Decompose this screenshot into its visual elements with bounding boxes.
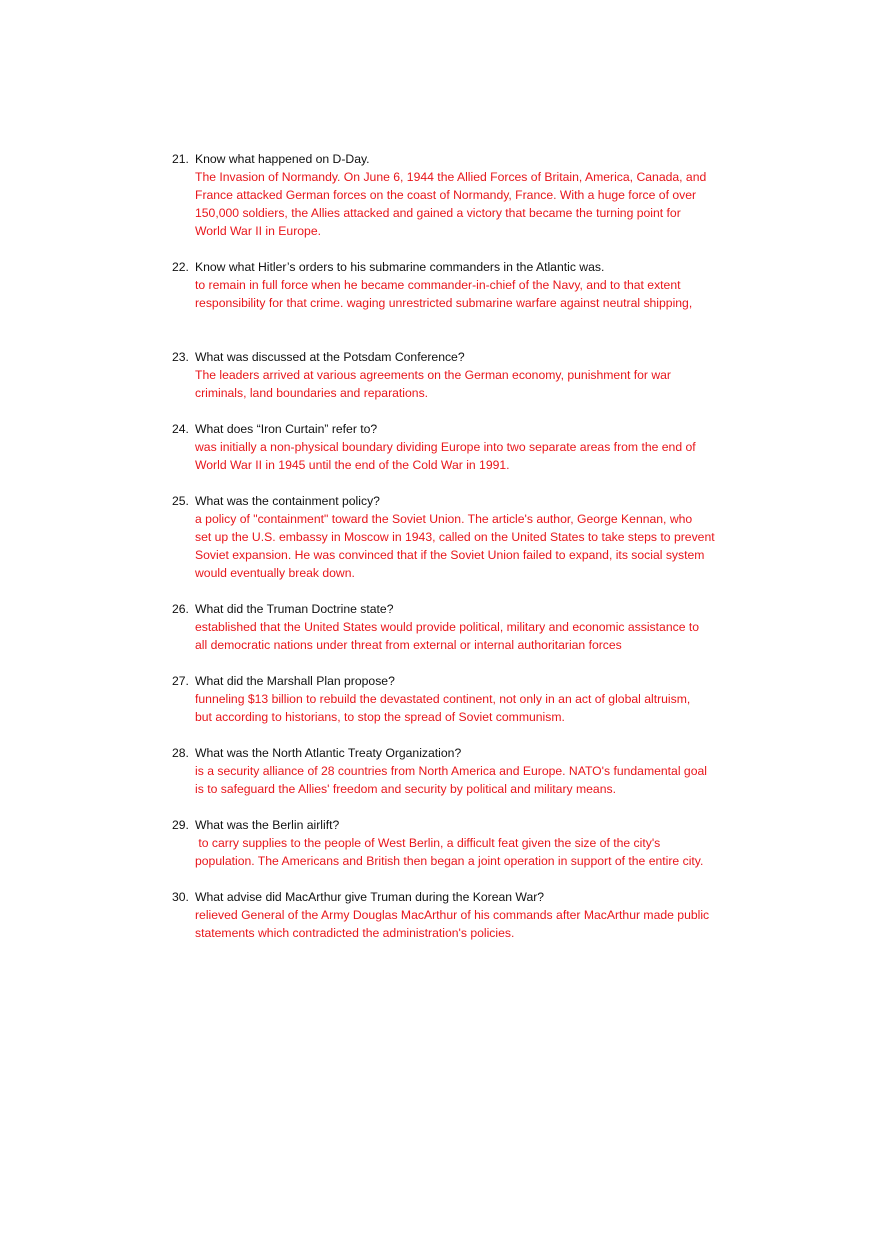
answer-line: established that the United States would provide political, military and economic assistance to bbox=[195, 620, 700, 634]
question-item bbox=[172, 258, 752, 312]
question-number: 24. bbox=[172, 422, 189, 436]
answer-text bbox=[195, 168, 740, 240]
answer-text bbox=[195, 834, 740, 870]
question-item bbox=[172, 150, 752, 240]
question-text: What does “Iron Curtain” refer to? bbox=[195, 422, 378, 436]
question-text: What was the Berlin airlift? bbox=[195, 818, 340, 832]
answer-line: The leaders arrived at various agreements on the German economy, punishment for war bbox=[195, 368, 671, 382]
question-item bbox=[172, 888, 752, 942]
answer-text bbox=[195, 366, 740, 402]
question-text: Know what Hitler’s orders to his submarine commanders in the Atlantic was. bbox=[195, 260, 605, 274]
question-text: What was the containment policy? bbox=[195, 494, 380, 508]
answer-line: statements which contradicted the administration's policies. bbox=[195, 926, 515, 940]
answer-line: World War II in Europe. bbox=[195, 224, 321, 238]
answer-text bbox=[195, 762, 740, 798]
question-text: What was the North Atlantic Treaty Organization? bbox=[195, 746, 462, 760]
question-text: What was discussed at the Potsdam Conference? bbox=[195, 350, 465, 364]
question-number: 25. bbox=[172, 494, 189, 508]
answer-line: The Invasion of Normandy. On June 6, 1944 the Allied Forces of Britain, America, Canada, and bbox=[195, 170, 707, 184]
question-number: 30. bbox=[172, 890, 189, 904]
answer-text bbox=[195, 510, 740, 582]
answer-text bbox=[195, 276, 740, 312]
answer-line: relieved General of the Army Douglas MacArthur of his commands after MacArthur made public bbox=[195, 908, 710, 922]
answer-line: responsibility for that crime. waging unrestricted submarine warfare against neutral shipping, bbox=[195, 296, 693, 310]
question-item bbox=[172, 600, 752, 654]
answer-line: would eventually break down. bbox=[195, 566, 355, 580]
question-number: 22. bbox=[172, 260, 189, 274]
answer-line: set up the U.S. embassy in Moscow in 1943, called on the United States to take steps to prevent bbox=[195, 530, 715, 544]
question-number: 28. bbox=[172, 746, 189, 760]
answer-line: is a security alliance of 28 countries from North America and Europe. NATO's fundamental goal bbox=[195, 764, 707, 778]
question-list bbox=[172, 150, 752, 960]
question-item bbox=[172, 744, 752, 798]
answer-text bbox=[195, 906, 740, 942]
answer-text bbox=[195, 438, 740, 474]
answer-line: population. The Americans and British then began a joint operation in support of the entire city. bbox=[195, 854, 704, 868]
answer-line: is to safeguard the Allies' freedom and security by political and military means. bbox=[195, 782, 616, 796]
question-text: Know what happened on D-Day. bbox=[195, 152, 370, 166]
question-number: 21. bbox=[172, 152, 189, 166]
answer-line: 150,000 soldiers, the Allies attacked and gained a victory that became the turning point for bbox=[195, 206, 681, 220]
question-item bbox=[172, 492, 752, 582]
question-number: 27. bbox=[172, 674, 189, 688]
question-number: 29. bbox=[172, 818, 189, 832]
answer-line: to carry supplies to the people of West Berlin, a difficult feat given the size of the city's bbox=[195, 836, 661, 850]
answer-line: but according to historians, to stop the spread of Soviet communism. bbox=[195, 710, 565, 724]
question-item bbox=[172, 816, 752, 870]
answer-text bbox=[195, 618, 740, 654]
answer-line: to remain in full force when he became commander-in-chief of the Navy, and to that extent bbox=[195, 278, 681, 292]
question-item bbox=[172, 672, 752, 726]
answer-line: criminals, land boundaries and reparations. bbox=[195, 386, 429, 400]
question-number: 26. bbox=[172, 602, 189, 616]
answer-line: France attacked German forces on the coast of Normandy, France. With a huge force of over bbox=[195, 188, 697, 202]
question-number: 23. bbox=[172, 350, 189, 364]
question-item bbox=[172, 420, 752, 474]
answer-line: World War II in 1945 until the end of the Cold War in 1991. bbox=[195, 458, 510, 472]
question-text: What did the Marshall Plan propose? bbox=[195, 674, 395, 688]
question-text: What did the Truman Doctrine state? bbox=[195, 602, 394, 616]
answer-line: was initially a non-physical boundary dividing Europe into two separate areas from the end of bbox=[195, 440, 696, 454]
answer-line: a policy of "containment" toward the Soviet Union. The article's author, George Kennan, who bbox=[195, 512, 693, 526]
question-text: What advise did MacArthur give Truman during the Korean War? bbox=[195, 890, 545, 904]
answer-text bbox=[195, 690, 740, 726]
question-item bbox=[172, 348, 752, 402]
answer-line: all democratic nations under threat from external or internal authoritarian forces bbox=[195, 638, 622, 652]
answer-line: Soviet expansion. He was convinced that if the Soviet Union failed to expand, its social system bbox=[195, 548, 705, 562]
answer-line: funneling $13 billion to rebuild the devastated continent, not only in an act of global altruism, bbox=[195, 692, 691, 706]
